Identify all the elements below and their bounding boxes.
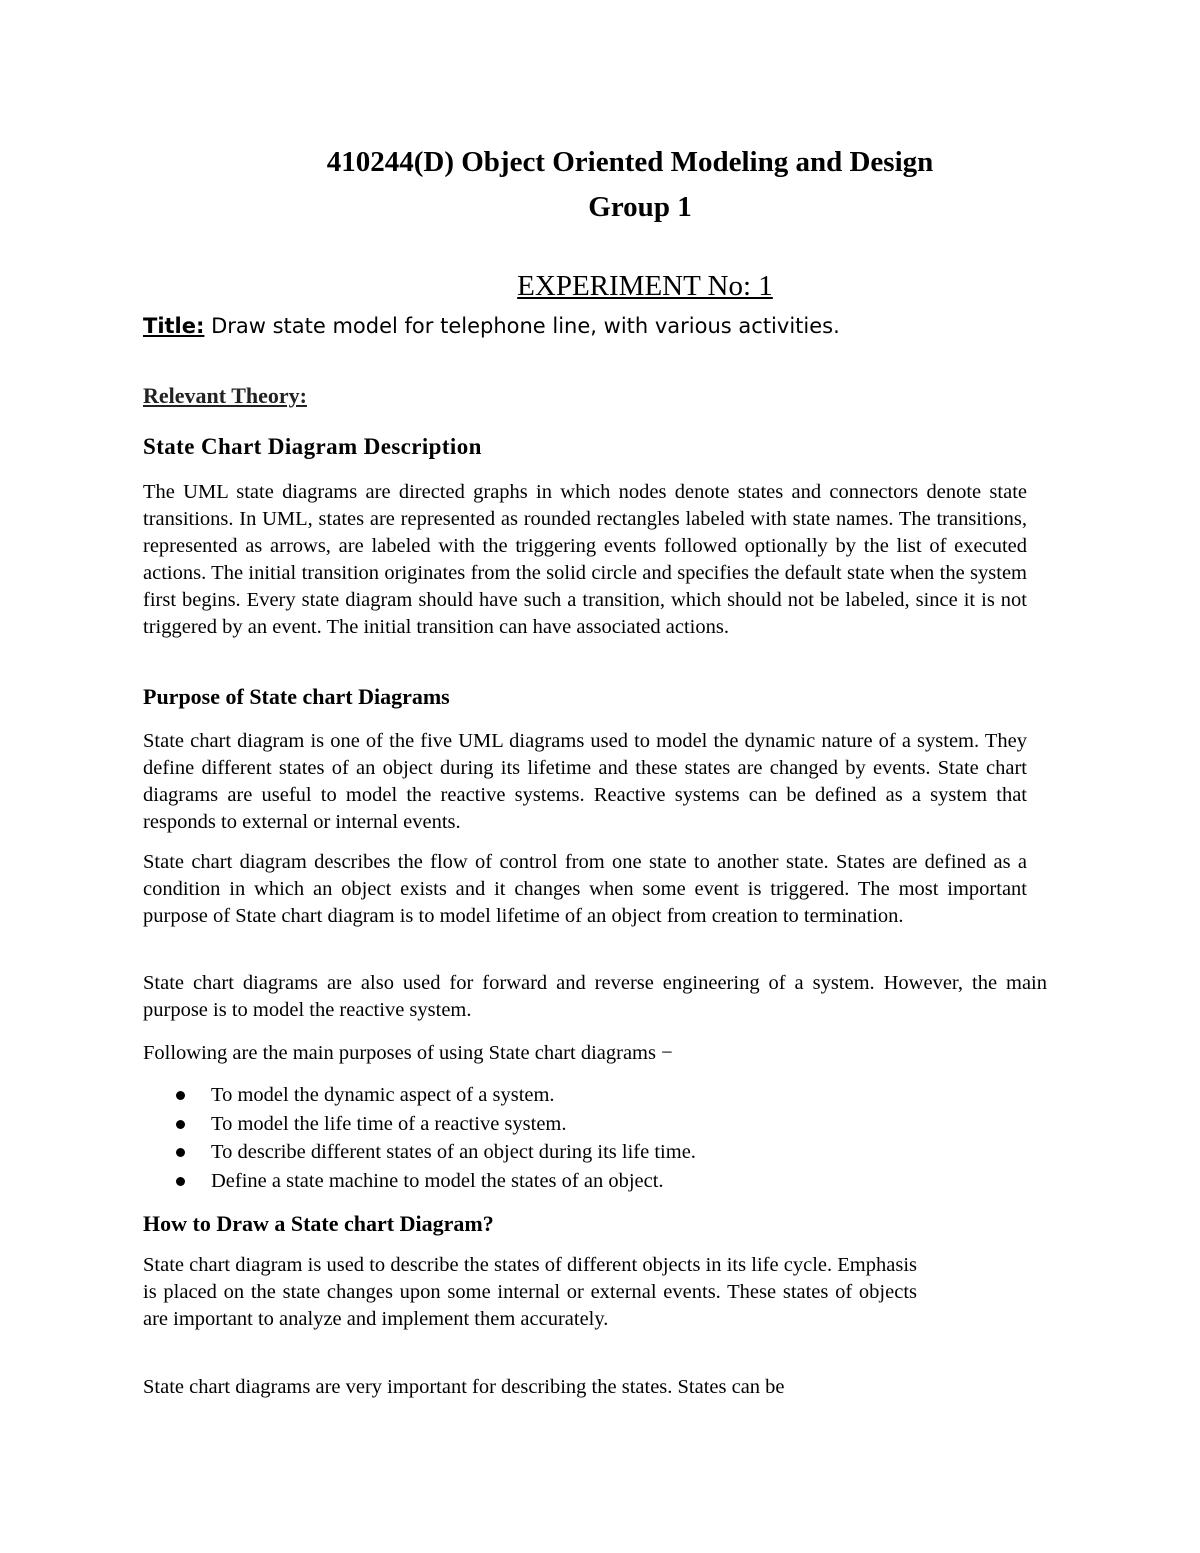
description-heading: State Chart Diagram Description [143, 434, 482, 459]
title-text: Draw state model for telephone line, with various activities. [204, 314, 840, 338]
purpose-heading: Purpose of State chart Diagrams [143, 684, 450, 709]
purpose-bullet-list [143, 1081, 696, 1195]
title-label: Title: [143, 314, 205, 338]
list-item [143, 1167, 696, 1196]
list-item-text: To model the dynamic aspect of a system. [211, 1084, 555, 1106]
experiment-heading [45, 270, 1200, 303]
purpose-paragraph-1: State chart diagram is one of the five UML diagrams used to model the dynamic nature of a system. They define different states of an object during its lifetime and these states are changed by events. State chart diagrams are useful to model the reactive systems. Reactive systems can be defined as a system that responds to external or internal events. [143, 730, 1027, 833]
howto-paragraph-2: State chart diagrams are very important for describing the states. States can be [143, 1376, 785, 1398]
group-title: Group 1 [588, 191, 692, 223]
list-item [143, 1081, 696, 1110]
experiment-title [143, 314, 840, 338]
purpose-paragraph-2: State chart diagram describes the flow of control from one state to another state. States are defined as a condition in which an object exists and it changes when some event is triggered. The most important purpose of State chart diagram is to model lifetime of an object from creation to termination. [143, 851, 1027, 927]
bullet-icon [176, 1091, 185, 1100]
purpose-paragraph-4: Following are the main purposes of using State chart diagrams − [143, 1042, 673, 1064]
list-item [143, 1138, 696, 1167]
bullet-icon [176, 1120, 185, 1129]
howto-heading: How to Draw a State chart Diagram? [143, 1211, 494, 1236]
list-item-text: To describe different states of an object during its life time. [211, 1141, 696, 1163]
purpose-paragraph-3: State chart diagrams are also used for forward and reverse engineering of a system. However, the main purpose is to model the reactive system. [143, 972, 1047, 1021]
bullet-icon [176, 1148, 185, 1157]
relevant-theory-heading: Relevant Theory: [143, 383, 307, 408]
list-item [143, 1110, 696, 1139]
course-title: 410244(D) Object Oriented Modeling and Design [326, 146, 934, 178]
bullet-icon [176, 1177, 185, 1186]
list-item-text: To model the life time of a reactive system. [211, 1112, 567, 1135]
description-paragraph: The UML state diagrams are directed graphs in which nodes denote states and connectors denote state transitions. In UML, states are represented as rounded rectangles labeled with state names. The transitions, represented as arrows, are labeled with the triggering events followed optionally by the list of executed actions. The initial transition originates from the solid circle and specifies the default state when the system first begins. Every state diagram should have such a transition, which should not be labeled, since it is not triggered by an event. The initial transition can have associated actions. [143, 481, 1027, 638]
howto-paragraph-1: State chart diagram is used to describe the states of different objects in its life cycle. Emphasis is placed on the state changes upon some internal or external events. These states of objects are important to analyze and implement them accurately. [143, 1254, 917, 1330]
experiment-label: EXPERIMENT No: 1 [517, 270, 773, 302]
list-item-text: Define a state machine to model the states of an object. [211, 1169, 664, 1192]
